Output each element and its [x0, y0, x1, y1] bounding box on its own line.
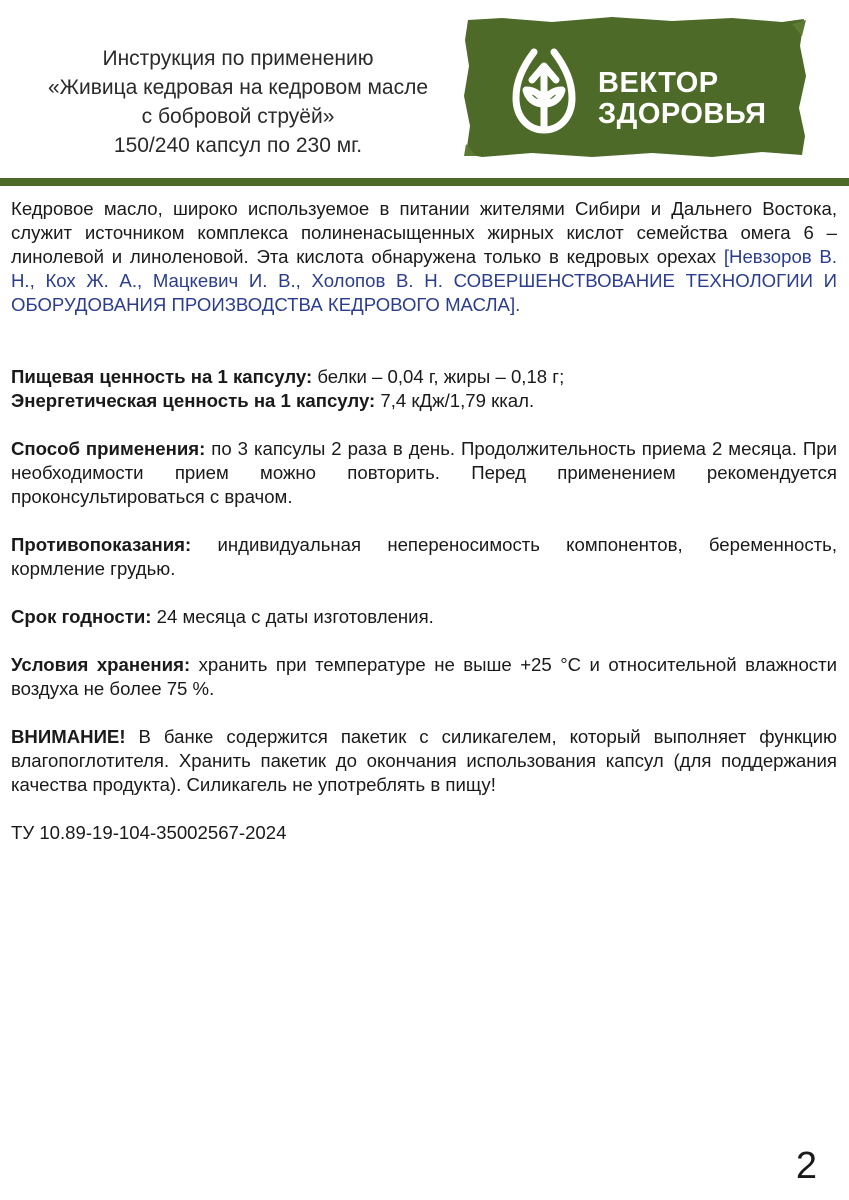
header-divider: [0, 178, 849, 186]
document-title: [8, 44, 468, 160]
intro-paragraph: [11, 197, 837, 317]
tu-code: ТУ 10.89-19-104-35002567-2024: [11, 822, 287, 843]
energy-label: Энергетическая ценность на 1 капсулу:: [11, 390, 376, 411]
logo-text: [598, 68, 766, 130]
literature-reference: [Невзоров В. Н., Кох Ж. А., Мацкевич И. В., Холопов В. Н. СОВЕРШЕНСТВОВАНИЕ ТЕХНОЛОГИИ И ОБОРУДОВАНИЯ ПРОИЗВОДСТВА КЕДРОВОГО МАСЛА].: [11, 246, 837, 315]
attention-label: ВНИМАНИЕ!: [11, 726, 126, 747]
logo-line-1: ВЕКТОР: [598, 67, 719, 99]
page-number: 2: [795, 1145, 817, 1187]
energy-line: [11, 389, 837, 413]
header: [0, 0, 849, 178]
intro-text: Кедровое масло, широко используемое в питании жителями Сибири и Дальнего Востока, служит источником комплекса полиненасыщенных жирных кислот семейства омега 6 – линолевой и линоленовой. Эта кислота обнаружена только в кедровых орехах: [11, 198, 837, 267]
logo-line-2: ЗДОРОВЬЯ: [598, 98, 767, 130]
title-line-1: Инструкция по применению: [102, 47, 374, 70]
attention-value: В банке содержится пакетик с силикагелем, который выполняет функцию влагопоглотителя. Хранить пакетик до окончания использования капсул (для поддержания качества продукта). Силикагель не употреблять в пищу!: [11, 726, 837, 795]
usage-paragraph: [11, 437, 837, 509]
contraindications-value: индивидуальная непереносимость компонентов, беременность, кормление грудью.: [11, 534, 837, 579]
usage-value: по 3 капсулы 2 раза в день. Продолжительность приема 2 месяца. При необходимости прием можно повторить. Перед применением рекомендуется проконсультироваться с врачом.: [11, 438, 837, 507]
nutrition-line: [11, 365, 837, 389]
brand-logo: [462, 16, 808, 158]
nutrition-label: Пищевая ценность на 1 капсулу:: [11, 366, 313, 387]
leaf-drop-icon: [516, 52, 572, 130]
title-line-3: с бобровой струёй»: [141, 105, 335, 128]
contraindications-label: Противопоказания:: [11, 534, 192, 555]
nutrition-value: белки – 0,04 г, жиры – 0,18 г;: [312, 366, 565, 387]
shelf-life-value: 24 месяца с даты изготовления.: [151, 606, 434, 627]
title-line-4: 150/240 капсул по 230 мг.: [113, 134, 363, 157]
title-line-2: «Живица кедровая на кедровом масле: [47, 76, 429, 99]
usage-label: Способ применения:: [11, 438, 206, 459]
energy-value: 7,4 кДж/1,79 ккал.: [375, 390, 535, 411]
storage-paragraph: [11, 653, 837, 701]
instruction-body: [11, 197, 837, 845]
storage-label: Условия хранения:: [11, 654, 191, 675]
storage-value: хранить при температуре не выше +25 °С и относительной влажности воздуха не более 75 %.: [11, 654, 837, 699]
shelf-life-label: Срок годности:: [11, 606, 152, 627]
contraindications-paragraph: [11, 533, 837, 581]
attention-paragraph: [11, 725, 837, 797]
shelf-life-paragraph: [11, 605, 837, 629]
